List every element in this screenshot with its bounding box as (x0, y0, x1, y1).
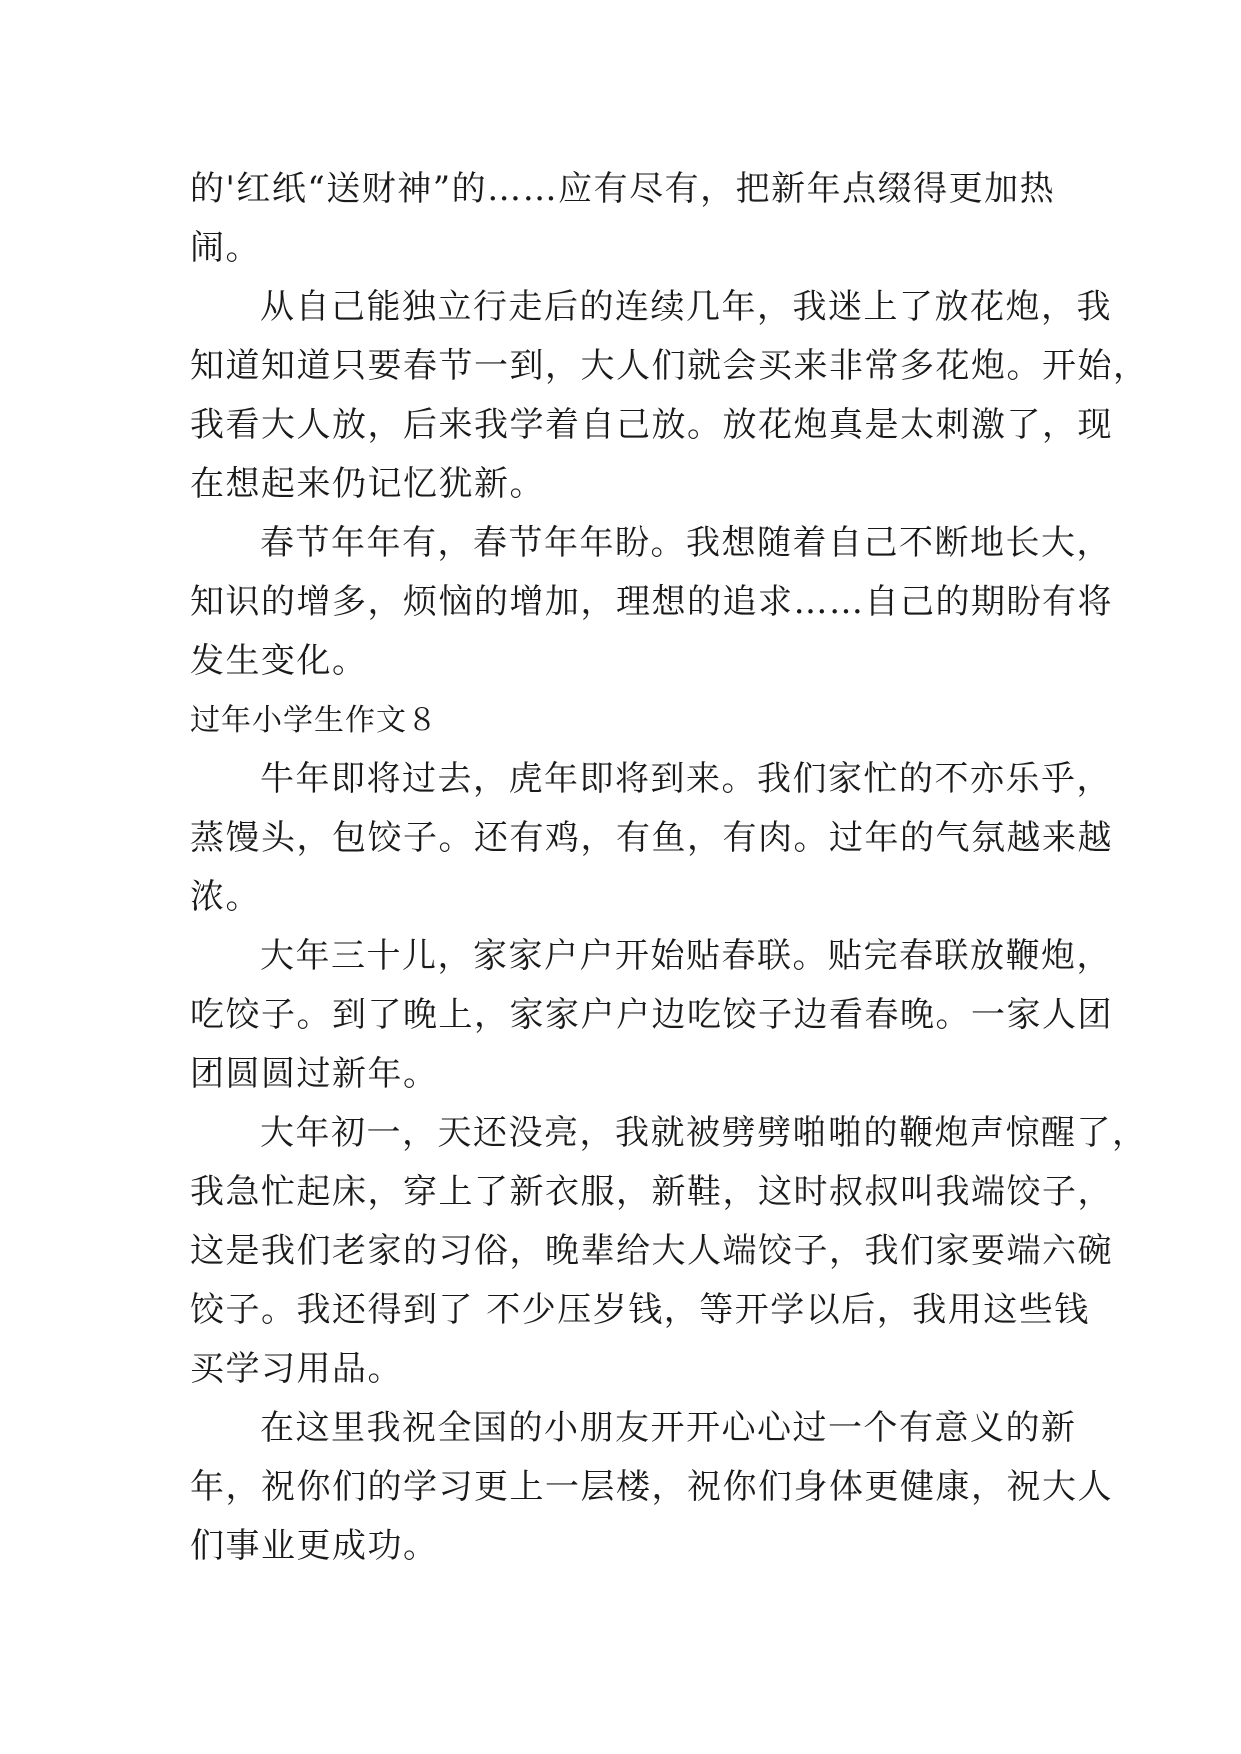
text-line: 在想起来仍记忆犹新。 (190, 464, 545, 504)
document-body (190, 160, 1149, 1576)
text-line: 这是我们老家的习俗，晚辈给大人端饺子，我们家要端六碗 (190, 1231, 1113, 1271)
paragraph (190, 1399, 1113, 1576)
heading-text: 过年小学生作文８ (190, 703, 438, 738)
paragraph (190, 160, 1060, 278)
text-line: 浓。 (190, 877, 261, 917)
text-line: 在这里我祝全国的小朋友开开心心过一个有意义的新 (260, 1408, 1077, 1448)
text-line: 知道知道只要春节一到，大人们就会买来非常多花炮。开始， (190, 346, 1149, 386)
paragraph (190, 927, 1113, 1104)
text-line: 年，祝你们的学习更上一层楼，祝你们身体更健康，祝大人 (190, 1467, 1113, 1507)
text-line: 吃饺子。到了晚上，家家户户边吃饺子边看春晚。一家人团 (190, 995, 1113, 1035)
text-line: 春节年年有，春节年年盼。我想随着自己不断地长大， (260, 523, 1112, 563)
essay-heading (190, 691, 1060, 750)
text-line: 我看大人放，后来我学着自己放。放花炮真是太刺激了，现 (190, 405, 1113, 445)
text-line: 的'红纸“送财神”的……应有尽有，把新年点缀得更加热 (190, 169, 1056, 209)
text-line: 闹。 (190, 228, 261, 268)
text-line: 发生变化。 (190, 641, 368, 681)
paragraph (190, 514, 1113, 691)
paragraph (190, 278, 1149, 514)
paragraph (190, 1104, 1148, 1399)
text-line: 团圆圆过新年。 (190, 1054, 439, 1094)
text-line: 知识的增多，烦恼的增加，理想的追求……自己的期盼有将 (190, 582, 1113, 622)
text-line: 们事业更成功。 (190, 1526, 439, 1566)
document-page (190, 160, 1149, 1576)
paragraph (190, 750, 1113, 927)
text-line: 蒸馒头，包饺子。还有鸡，有鱼，有肉。过年的气氛越来越 (190, 818, 1113, 858)
text-line: 我急忙起床，穿上了新衣服，新鞋，这时叔叔叫我端饺子， (190, 1172, 1113, 1212)
text-line: 大年三十儿，家家户户开始贴春联。贴完春联放鞭炮， (260, 936, 1112, 976)
text-line: 大年初一，天还没亮，我就被劈劈啪啪的鞭炮声惊醒了， (260, 1113, 1148, 1153)
text-line: 买学习用品。 (190, 1349, 403, 1389)
text-line: 牛年即将过去，虎年即将到来。我们家忙的不亦乐乎， (260, 759, 1112, 799)
text-line: 饺子。我还得到了 不少压岁钱，等开学以后，我用这些钱 (190, 1290, 1090, 1330)
text-line: 从自己能独立行走后的连续几年，我迷上了放花炮，我 (260, 287, 1112, 327)
